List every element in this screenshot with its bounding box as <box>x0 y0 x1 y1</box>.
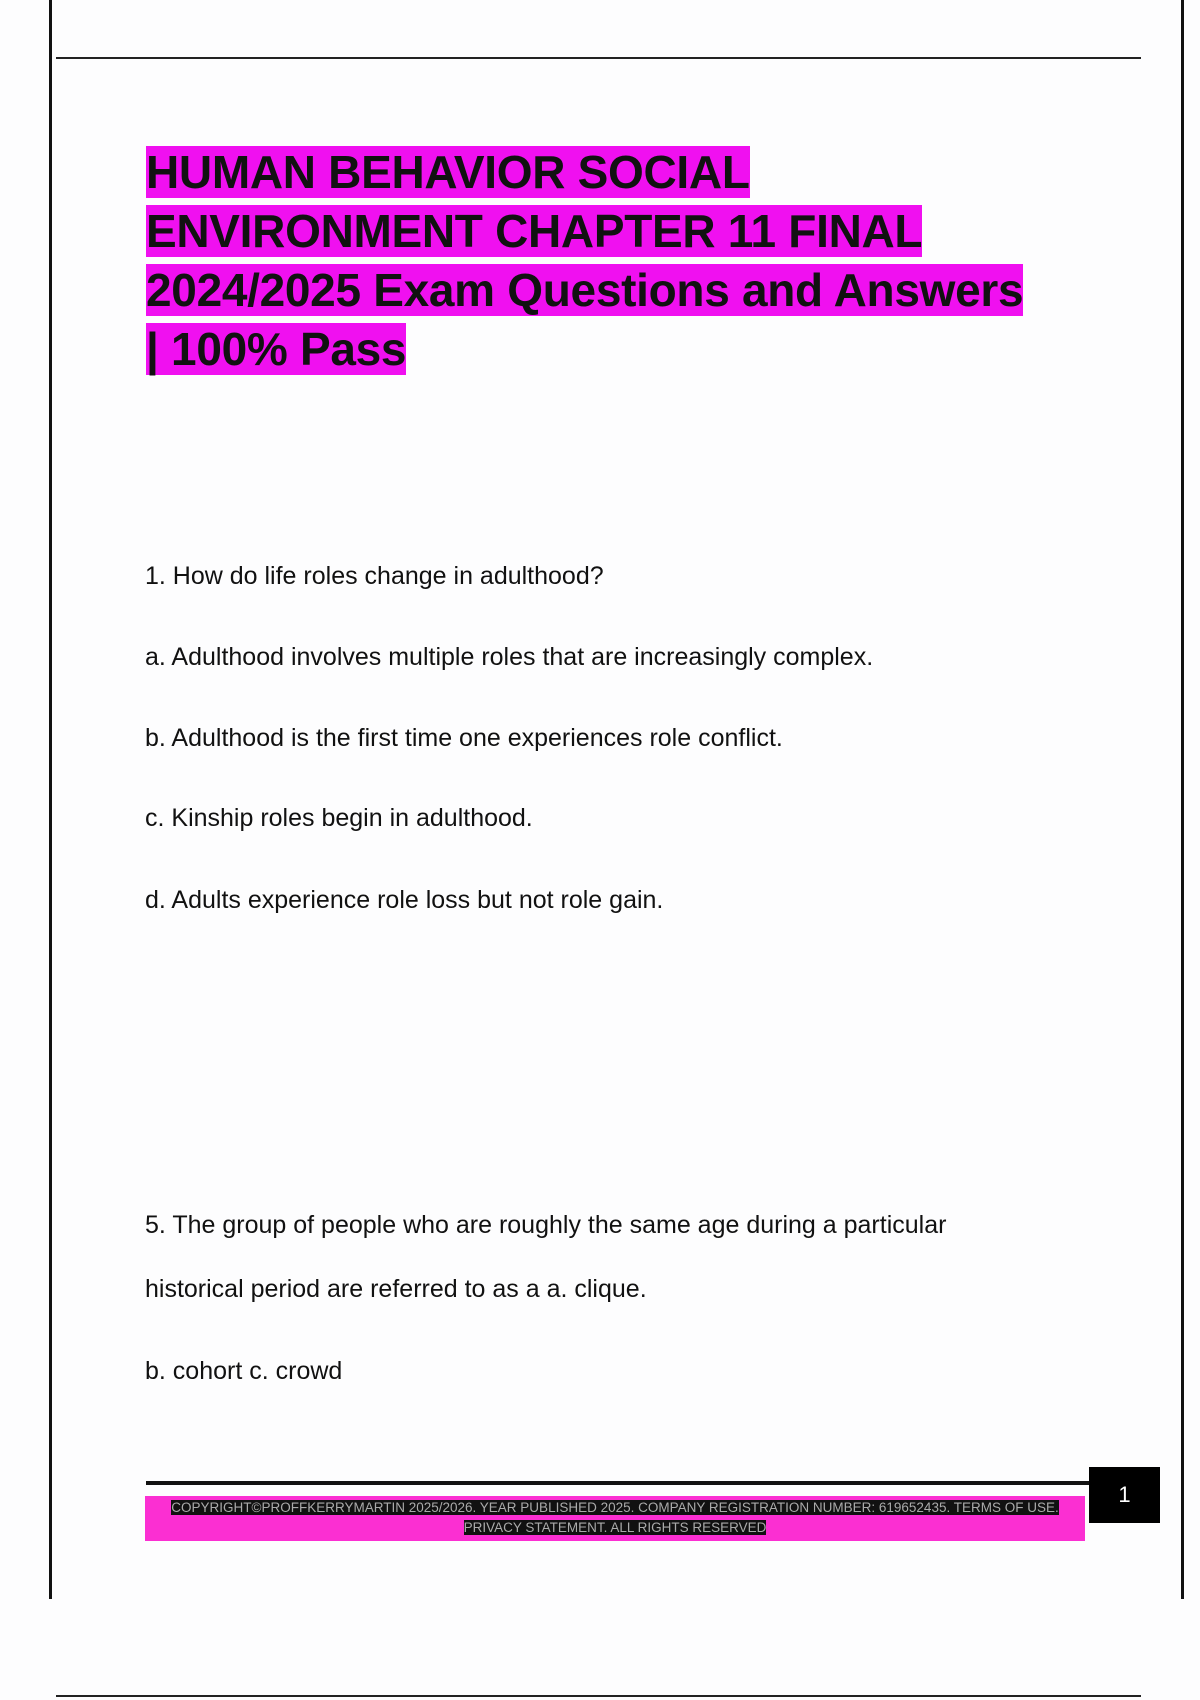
footer-rule <box>146 1481 1090 1485</box>
document-title <box>146 146 1106 382</box>
title-line: | 100% Pass <box>146 323 407 375</box>
question-5-options: b. cohort c. crowd <box>145 1357 343 1385</box>
copyright-line-2: PRIVACY STATEMENT. ALL RIGHTS RESERVED <box>463 1520 767 1535</box>
option-d: d. Adults experience role loss but not role gain. <box>145 886 664 914</box>
right-border <box>1181 0 1184 1599</box>
page-number: 1 <box>1089 1467 1160 1523</box>
option-c: c. Kinship roles begin in adulthood. <box>145 804 533 832</box>
header-rule <box>56 57 1141 59</box>
copyright-footer <box>145 1496 1085 1541</box>
title-line: HUMAN BEHAVIOR SOCIAL <box>146 146 750 198</box>
question-5-cont: historical period are referred to as a a. clique. <box>145 1275 647 1303</box>
title-line: ENVIRONMENT CHAPTER 11 FINAL <box>146 205 923 257</box>
copyright-line-1: COPYRIGHT©PROFFKERRYMARTIN 2025/2026. YEAR PUBLISHED 2025. COMPANY REGISTRATION NUMBER: 619652435. TERMS OF USE. <box>171 1500 1059 1515</box>
left-border <box>49 0 52 1599</box>
question-5: 5. The group of people who are roughly the same age during a particular <box>145 1211 947 1239</box>
option-a: a. Adulthood involves multiple roles that are increasingly complex. <box>145 643 874 671</box>
option-b: b. Adulthood is the first time one experiences role conflict. <box>145 724 783 752</box>
question-1: 1. How do life roles change in adulthood? <box>145 562 604 590</box>
title-line: 2024/2025 Exam Questions and Answers <box>146 264 1024 316</box>
next-page-rule <box>56 1695 1141 1697</box>
